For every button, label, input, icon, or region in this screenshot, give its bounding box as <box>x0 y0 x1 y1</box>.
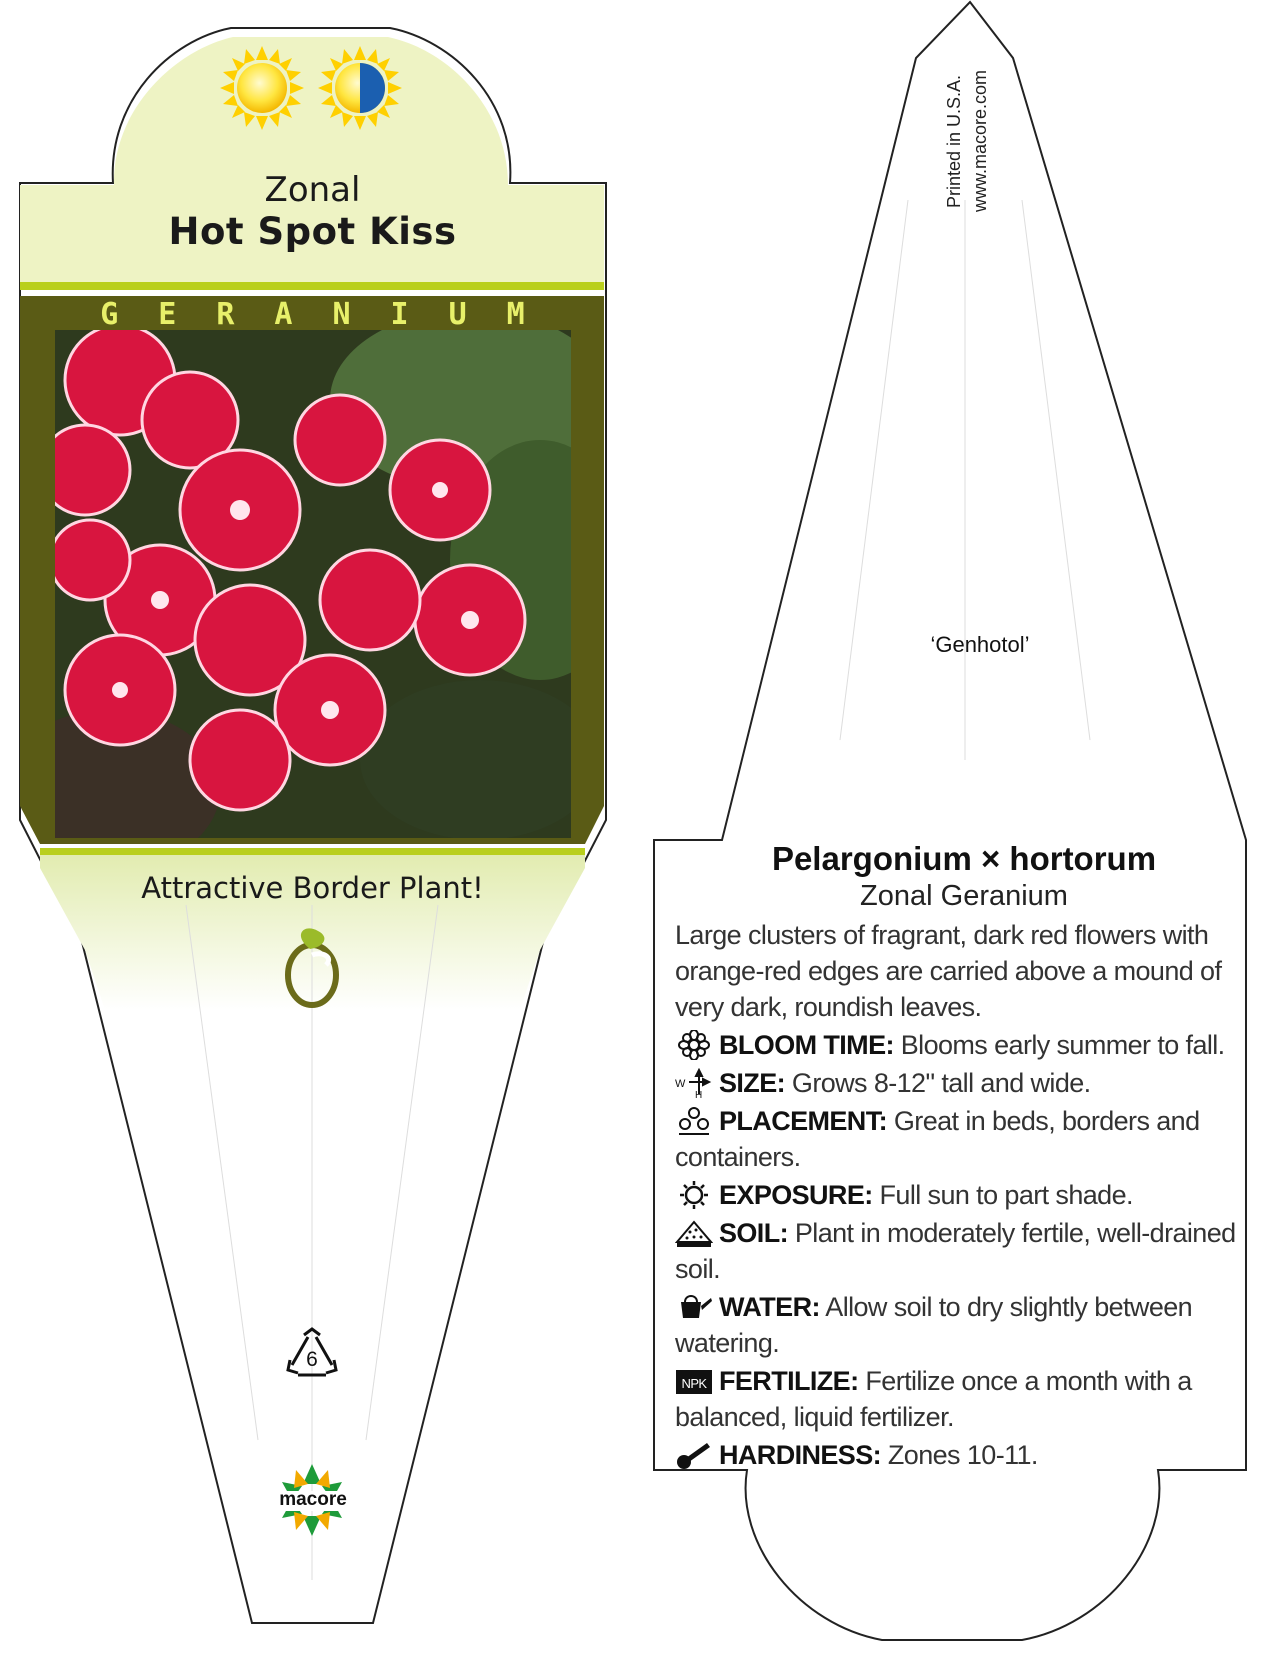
care-exposure: EXPOSURE: Full sun to part shade. <box>675 1177 1265 1213</box>
care-fertilize: NPK FERTILIZE: Fertilize once a month with a balanced, liquid fertilizer. <box>675 1366 1192 1432</box>
svg-text:W: W <box>675 1078 685 1090</box>
care-placement: PLACEMENT: Great in beds, borders and containers. <box>675 1106 1200 1172</box>
svg-text:NPK: NPK <box>681 1376 707 1391</box>
care-size: W H SIZE: Grows 8-12" tall and wide. <box>675 1065 1265 1101</box>
full-sun-icon <box>220 46 304 130</box>
soil-icon <box>675 1218 713 1248</box>
website: www.macore.com <box>970 69 990 212</box>
care-water: WATER: Allow soil to dry slightly between watering. <box>675 1292 1193 1358</box>
geranium-photo <box>0 310 630 870</box>
svg-text:H: H <box>695 1090 702 1098</box>
cultivar-name: ‘Genhotol’ <box>930 632 1030 657</box>
flower-icon <box>675 1030 713 1060</box>
part-shade-icon <box>318 46 402 130</box>
common-name: Zonal Geranium <box>860 880 1068 912</box>
care-hardiness: HARDINESS: Zones 10-11. <box>675 1437 1265 1473</box>
sun-icon <box>675 1180 713 1210</box>
plant-description: Large clusters of fragrant, dark red flowers with orange-red edges are carried above a mound of very dark, roundish leaves. <box>675 920 1222 1022</box>
front-title-variety: Hot Spot Kiss <box>168 210 457 253</box>
care-bloom-time: BLOOM TIME: Blooms early summer to fall. <box>675 1027 1265 1063</box>
plant-info <box>675 840 1265 1473</box>
npk-icon <box>675 1366 713 1396</box>
printed-in-usa: Printed in U.S.A. <box>944 74 964 208</box>
brand-name: macore <box>279 1489 347 1510</box>
front-title-zonal: Zonal <box>264 170 361 210</box>
recycle-number: 6 <box>306 1348 318 1371</box>
watering-can-icon <box>675 1292 713 1322</box>
size-icon <box>675 1068 713 1098</box>
botanical-name: Pelargonium × hortorum <box>771 840 1157 877</box>
thermometer-icon <box>675 1440 713 1470</box>
placement-icon <box>675 1106 713 1136</box>
care-soil: SOIL: Plant in moderately fertile, well-drained soil. <box>675 1218 1236 1284</box>
tagline: Attractive Border Plant! <box>141 871 484 905</box>
plant-type-label: GERANIUM <box>100 297 565 332</box>
